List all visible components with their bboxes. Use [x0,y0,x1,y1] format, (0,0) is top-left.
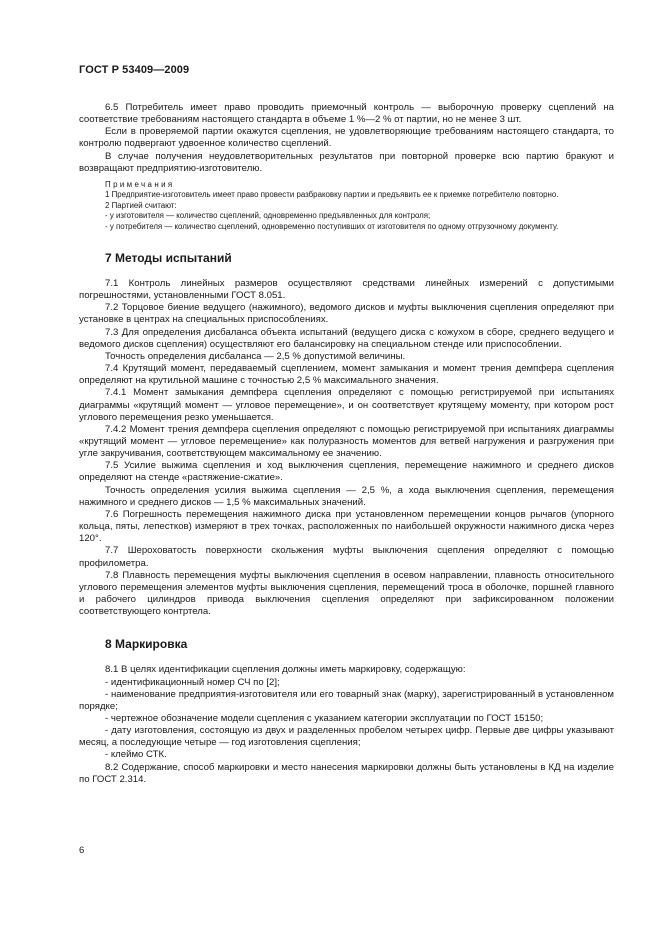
paragraph: 7.4.1 Момент замыкания демпфера сцепления определяют с помощью регистрируемой при испытаниях диаграммы «крутящий момент — угловое перемещение», и он соответствует крутящему моменту, при котором рост углового перемещения резко уменьшается. [79,387,614,423]
notes-block [79,180,614,232]
paragraph: 8.2 Содержание, способ маркировки и место нанесения маркировки должны быть установлены в КД на изделие по ГОСТ 2.314. [79,761,614,785]
paragraph: 7.8 Плавность перемещения муфты выключения сцепления в осевом направлении, плавность относительного углового перемещения элементов муфты выключения сцепления, перемещений троса в оболочке, поршней главного и рабочего цилиндров привода выключения сцепления определяют при зафиксированном положении соответствующего контртела. [79,569,614,618]
list-item: - чертежное обозначение модели сцепления с указанием категории эксплуатации по ГОСТ 15150; [105,712,544,724]
list-item: - идентификационный номер СЧ по [2]; [105,676,280,688]
paragraph: В случае получения неудовлетворительных результатов при повторной проверке всю партию бракуют и возвращают предприятию-изготовителю. [79,150,614,174]
paragraph: Если в проверяемой партии окажутся сцепления, не удовлетворяющие требованиям настоящего стандарта, то контролю подвергают удвоенное количество сцеплений. [79,126,614,150]
paragraph: 7.5 Усилие выжима сцепления и ход выключения сцепления, перемещение нажимного и среднего дисков определяют на стенде «растяжение-сжатие». [79,460,614,484]
list-item: - клеймо СТК. [105,749,167,761]
paragraph: 7.2 Торцовое биение ведущего (нажимного), ведомого дисков и муфты выключения сцепления определяют при установке в центрах на специальных приспособлениях. [79,302,614,326]
note-item: - у потребителя — количество сцеплений, одновременно поступивших от изготовителя по одному отгрузочному документу. [105,221,559,231]
paragraph: 7.1 Контроль линейных размеров осуществляют средствами линейных измерений с допустимыми погрешностями, установленными ГОСТ 8.051. [79,277,614,302]
paragraph: 7.4.2 Момент трения демпфера сцепления определяют с помощью регистрируемой при испытаниях диаграммы «крутящий момент — угловое перемещение» как полуразность моментов для ветвей нагружения и разгружения при угле закручивания, соответствующем максимальному ее значению. [79,423,614,460]
page-number: 6 [79,845,85,856]
paragraph: 6.5 Потребитель имеет право проводить приемочный контроль — выборочную проверку сцеплений на соответствие требованиям настоящего стандарта в объеме 1 %—2 % от партии, но не менее 3 шт. [79,102,614,126]
note-item: - у изготовителя — количество сцеплений, одновременно предъявленных для контроля; [105,211,431,221]
notes-title: Примечания [105,179,175,189]
document-page [79,64,614,786]
paragraph: 7.7 Шероховатость поверхности скольжения муфты выключения сцепления определяют с помощью профилометра. [79,545,614,569]
paragraph: Точность определения дисбаланса — 2,5 % допустимой величины. [105,350,406,362]
paragraph: 7.6 Погрешность перемещения нажимного диска при установленном перемещении концов рычагов (упорного кольца, пяты, лепестков) измеряют в трех точках, расположенных по наибольшей окружности нажимного диска через 120°. [79,508,614,545]
list-item: - наименование предприятия-изготовителя или его товарный знак (марку), зарегистрированный в установленном порядке; [79,688,614,712]
paragraph: 8.1 В целях идентификации сцепления должны иметь маркировку, содержащую: [105,664,466,676]
clause-6-5 [79,102,614,175]
paragraph: Точность определения усилия выжима сцепления — 2,5 %, а хода выключения сцепления, перемещения нажимного и среднего дисков — 1,5 % максимальных значений. [79,484,614,508]
list-item: - дату изготовления, состоящую из двух и разделенных пробелом четырех цифр. Первые две цифры указывают месяц, а последующие четыре — год изготовления сцепления; [79,725,614,749]
section-7-body [79,278,614,618]
paragraph: 7.3 Для определения дисбаланса объекта испытаний (ведущего диска с кожухом в сборе, среднего ведущего и ведомого дисков сцепления) осуществляют его балансировку на специальном стенде или приспособлении. [79,326,614,350]
document-header: ГОСТ Р 53409—2009 [79,64,190,76]
note-item: 1 Предприятие-изготовитель имеет право провести разбраковку партии и предъявить ее к приемке потребителю повторно. [105,190,559,200]
paragraph: 7.4 Крутящий момент, передаваемый сцеплением, момент замыкания и момент трения демпфера сцепления определяют на крутильной машине с точностью 2,5 % максимального значения. [79,363,614,387]
section-8-heading: 8 Маркировка [105,637,188,652]
note-item: 2 Партией считают: [105,200,177,210]
section-8-body [79,664,614,786]
section-7-heading: 7 Методы испытаний [105,250,232,265]
